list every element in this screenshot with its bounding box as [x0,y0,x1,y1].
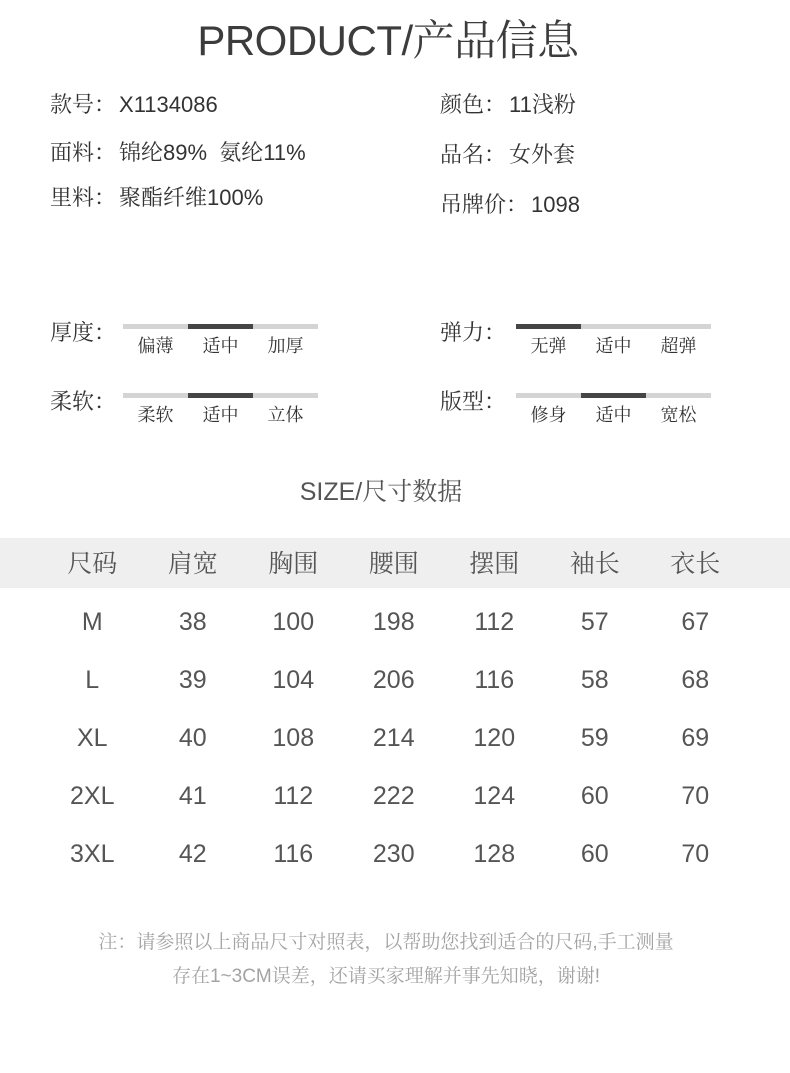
hem-cell: 116 [474,666,515,694]
scale-option: 适中 [595,405,632,425]
note-line: 存在1~3CM误差，还请买家理解并事先知晓，谢谢! [171,966,601,987]
shoulder-width-cell: 38 [178,608,207,636]
size-table [0,538,790,883]
bust-cell: 112 [273,782,314,810]
size-label-cell: M [81,608,103,636]
info-value: X1134086 [119,92,218,117]
scale-option: 宽松 [660,405,697,425]
table-row [0,767,790,825]
scale-option: 无弹 [530,336,567,356]
table-header-cell: 腰围 [368,550,419,578]
info-product-name [440,142,575,168]
table-header-cell: 尺码 [67,550,118,578]
sleeve-length-cell: 60 [580,782,609,810]
info-label: 里料： [50,185,117,210]
info-label: 品名： [440,142,507,167]
scale-option: 加厚 [267,336,304,356]
attr-label: 柔软： [50,389,117,414]
sleeve-length-cell: 58 [580,666,609,694]
info-label: 款号： [50,92,117,117]
table-row [0,825,790,883]
table-header-cell: 胸围 [268,550,319,578]
info-value: 1098 [531,192,580,217]
scale-option: 修身 [530,405,567,425]
waist-cell: 222 [372,782,415,810]
size-label-cell: 2XL [70,782,115,810]
attr-thickness [50,318,350,368]
table-body [0,593,790,883]
hem-cell: 128 [473,840,516,868]
hem-cell: 112 [474,608,515,636]
attr-label: 版型： [440,389,507,414]
attr-scale [516,324,711,329]
info-label: 面料： [50,140,117,165]
garment-length-cell: 67 [681,608,710,636]
table-header-cell: 袖长 [569,550,620,578]
scale-options [123,405,318,425]
garment-length-cell: 69 [681,724,710,752]
waist-cell: 214 [372,724,415,752]
table-header-cell: 衣长 [670,550,721,578]
scale-segment [123,324,188,329]
attr-fit [440,387,740,437]
info-value: 聚酯纤维100% [119,185,264,210]
sleeve-length-cell: 60 [580,840,609,868]
sleeve-length-cell: 57 [580,608,609,636]
bust-cell: 104 [272,666,315,694]
scale-options [123,336,318,356]
size-section-title: SIZE/尺寸数据 [299,478,463,506]
sleeve-length-cell: 59 [580,724,609,752]
scale-option: 超弹 [660,336,697,356]
size-label-cell: XL [76,724,108,752]
info-color [440,92,576,118]
info-style-number [50,92,218,118]
info-fabric [50,140,306,166]
note-line: 注：请参照以上商品尺寸对照表，以帮助您找到适合的尺码,手工测量 [98,932,674,953]
scale-segment [516,393,581,398]
bust-cell: 108 [272,724,315,752]
attr-scale [123,393,318,398]
attr-label: 弹力： [440,320,507,345]
garment-length-cell: 68 [681,666,710,694]
waist-cell: 230 [372,840,415,868]
scale-option: 偏薄 [137,336,174,356]
hem-cell: 124 [473,782,516,810]
attr-label: 厚度： [50,320,117,345]
scale-segment [646,324,711,329]
attr-softness [50,387,350,437]
info-value: 锦纶89% 氨纶11% [119,140,306,165]
shoulder-width-cell: 41 [178,782,207,810]
scale-option: 柔软 [137,405,174,425]
info-value: 11浅粉 [509,92,576,117]
bust-cell: 116 [273,840,314,868]
table-header-cell: 肩宽 [167,550,218,578]
garment-length-cell: 70 [681,840,710,868]
table-row [0,651,790,709]
scale-segment-selected [188,324,253,329]
scale-segment-selected [516,324,581,329]
waist-cell: 206 [372,666,415,694]
shoulder-width-cell: 39 [178,666,207,694]
scale-segment [646,393,711,398]
page-title: PRODUCT/产品信息 [197,17,579,64]
scale-segment [123,393,188,398]
table-header-cell: 摆围 [469,550,520,578]
info-label: 颜色： [440,92,507,117]
scale-option: 适中 [595,336,632,356]
measurement-note [0,926,772,994]
scale-segment [581,324,646,329]
scale-segment [253,393,318,398]
shoulder-width-cell: 40 [178,724,207,752]
scale-segment-selected [188,393,253,398]
size-label-cell: L [85,666,100,694]
scale-option: 适中 [202,336,239,356]
info-label: 吊牌价： [440,192,529,217]
hem-cell: 120 [473,724,516,752]
info-value: 女外套 [509,142,576,167]
scale-segment [253,324,318,329]
info-tag-price [440,192,580,218]
attr-scale [516,393,711,398]
scale-options [516,336,711,356]
bust-cell: 100 [272,608,315,636]
scale-segment-selected [581,393,646,398]
table-header-row [0,538,790,588]
table-row [0,593,790,651]
shoulder-width-cell: 42 [178,840,207,868]
size-label-cell: 3XL [70,840,115,868]
attr-elasticity [440,318,740,368]
waist-cell: 198 [372,608,415,636]
garment-length-cell: 70 [681,782,710,810]
table-row [0,709,790,767]
scale-option: 立体 [267,405,304,425]
scale-options [516,405,711,425]
scale-option: 适中 [202,405,239,425]
info-lining [50,185,263,211]
attr-scale [123,324,318,329]
